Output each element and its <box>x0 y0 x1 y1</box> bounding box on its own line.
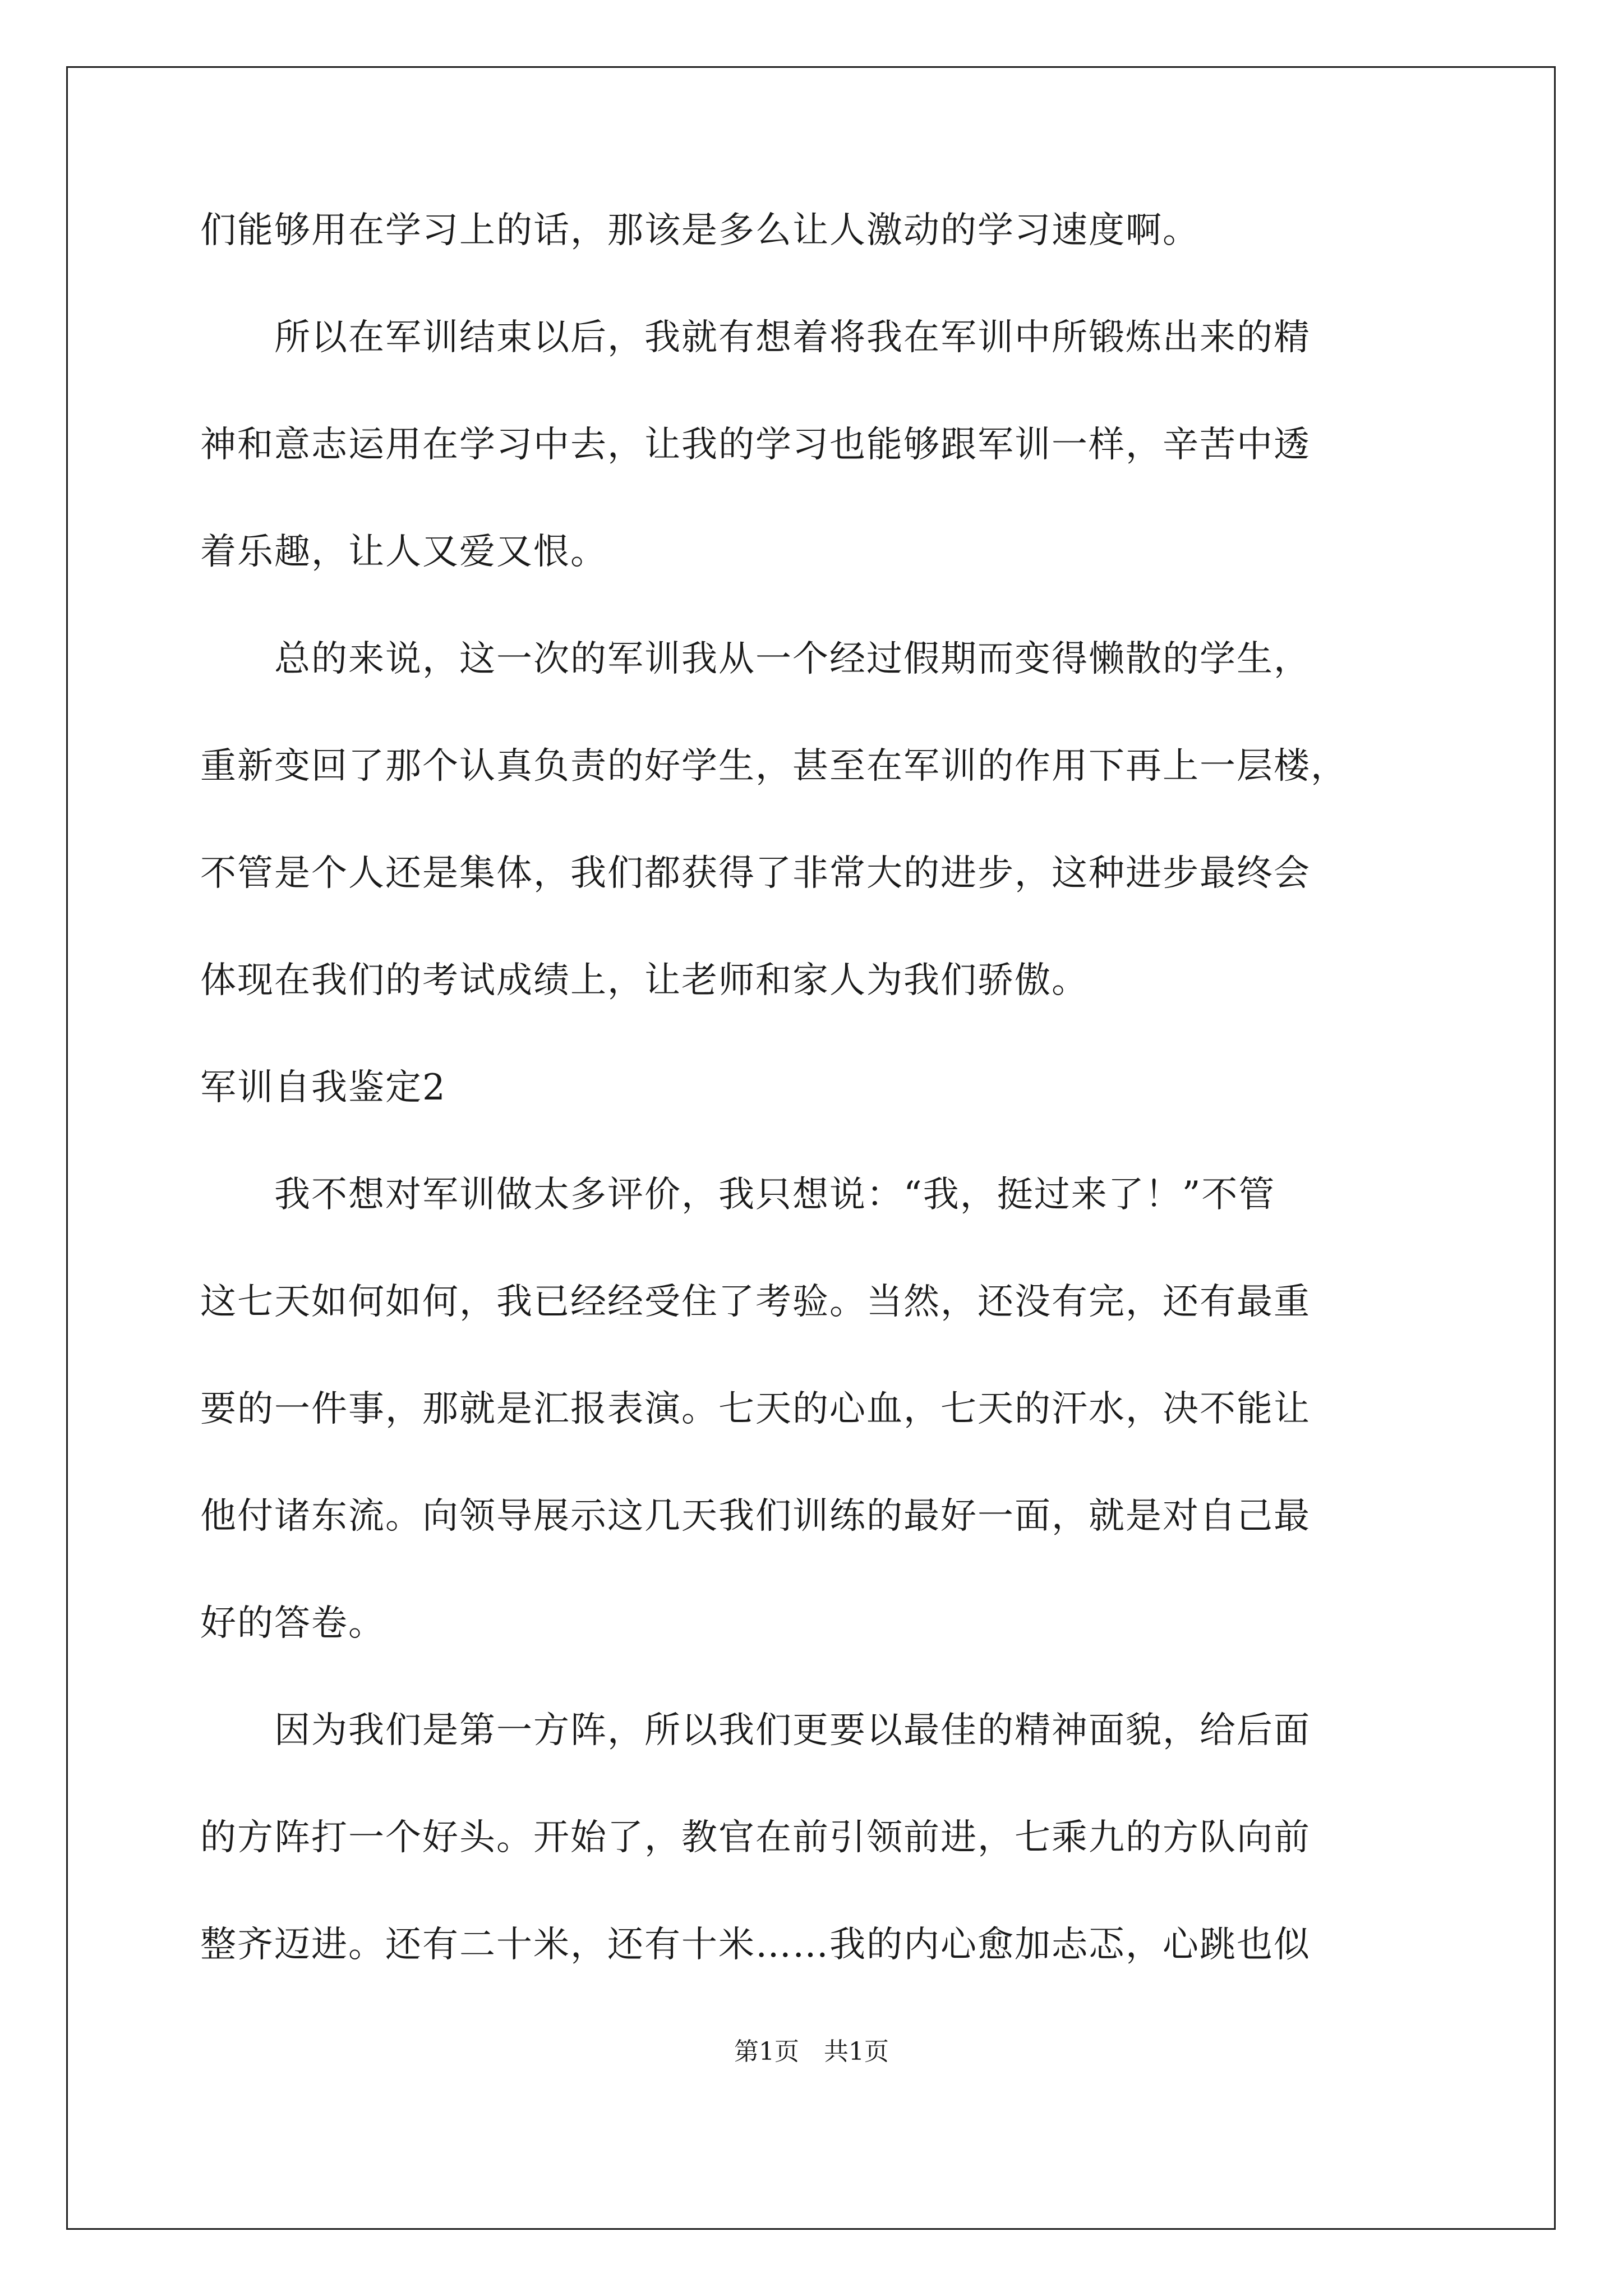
text-line: 总的来说，这一次的军训我从一个经过假期而变得懒散的学生， <box>200 638 1311 680</box>
text-line: 好的答卷。 <box>200 1603 385 1644</box>
text-line: 不管是个人还是集体，我们都获得了非常大的进步，这种进步最终会 <box>200 853 1311 894</box>
page-border <box>66 66 1556 2230</box>
text-line: 因为我们是第一方阵，所以我们更要以最佳的精神面貌，给后面 <box>200 1710 1311 1751</box>
section-heading: 军训自我鉴定2 <box>200 1067 446 1108</box>
text-line: 他付诸东流。向领导展示这几天我们训练的最好一面，就是对自己最 <box>200 1496 1311 1537</box>
text-line: 体现在我们的考试成绩上，让老师和家人为我们骄傲。 <box>200 960 1089 1001</box>
text-line: 重新变回了那个认真负责的好学生，甚至在军训的作用下再上一层楼， <box>200 746 1348 787</box>
text-line: 整齐迈进。还有二十米，还有十米……我的内心愈加忐忑，心跳也似 <box>200 1924 1311 1966</box>
text-line: 我不想对军训做太多评价，我只想说：“我，挺过来了！”不管 <box>200 1174 1276 1216</box>
text-line: 神和意志运用在学习中去，让我的学习也能够跟军训一样，辛苦中透 <box>200 424 1311 466</box>
text-line: 这七天如何如何，我已经经受住了考验。当然，还没有完，还有最重 <box>200 1281 1311 1323</box>
text-line: 们能够用在学习上的话，那该是多么让人激动的学习速度啊。 <box>200 210 1200 251</box>
text-line: 着乐趣，让人又爱又恨。 <box>200 531 607 573</box>
text-line: 要的一件事，那就是汇报表演。七天的心血，七天的汗水，决不能让 <box>200 1388 1311 1430</box>
text-line: 的方阵打一个好头。开始了，教官在前引领前进，七乘九的方队向前 <box>200 1817 1311 1858</box>
text-line: 所以在军训结束以后，我就有想着将我在军训中所锻炼出来的精 <box>200 317 1311 358</box>
page-number-footer: 第1页 共1页 <box>734 2037 889 2066</box>
